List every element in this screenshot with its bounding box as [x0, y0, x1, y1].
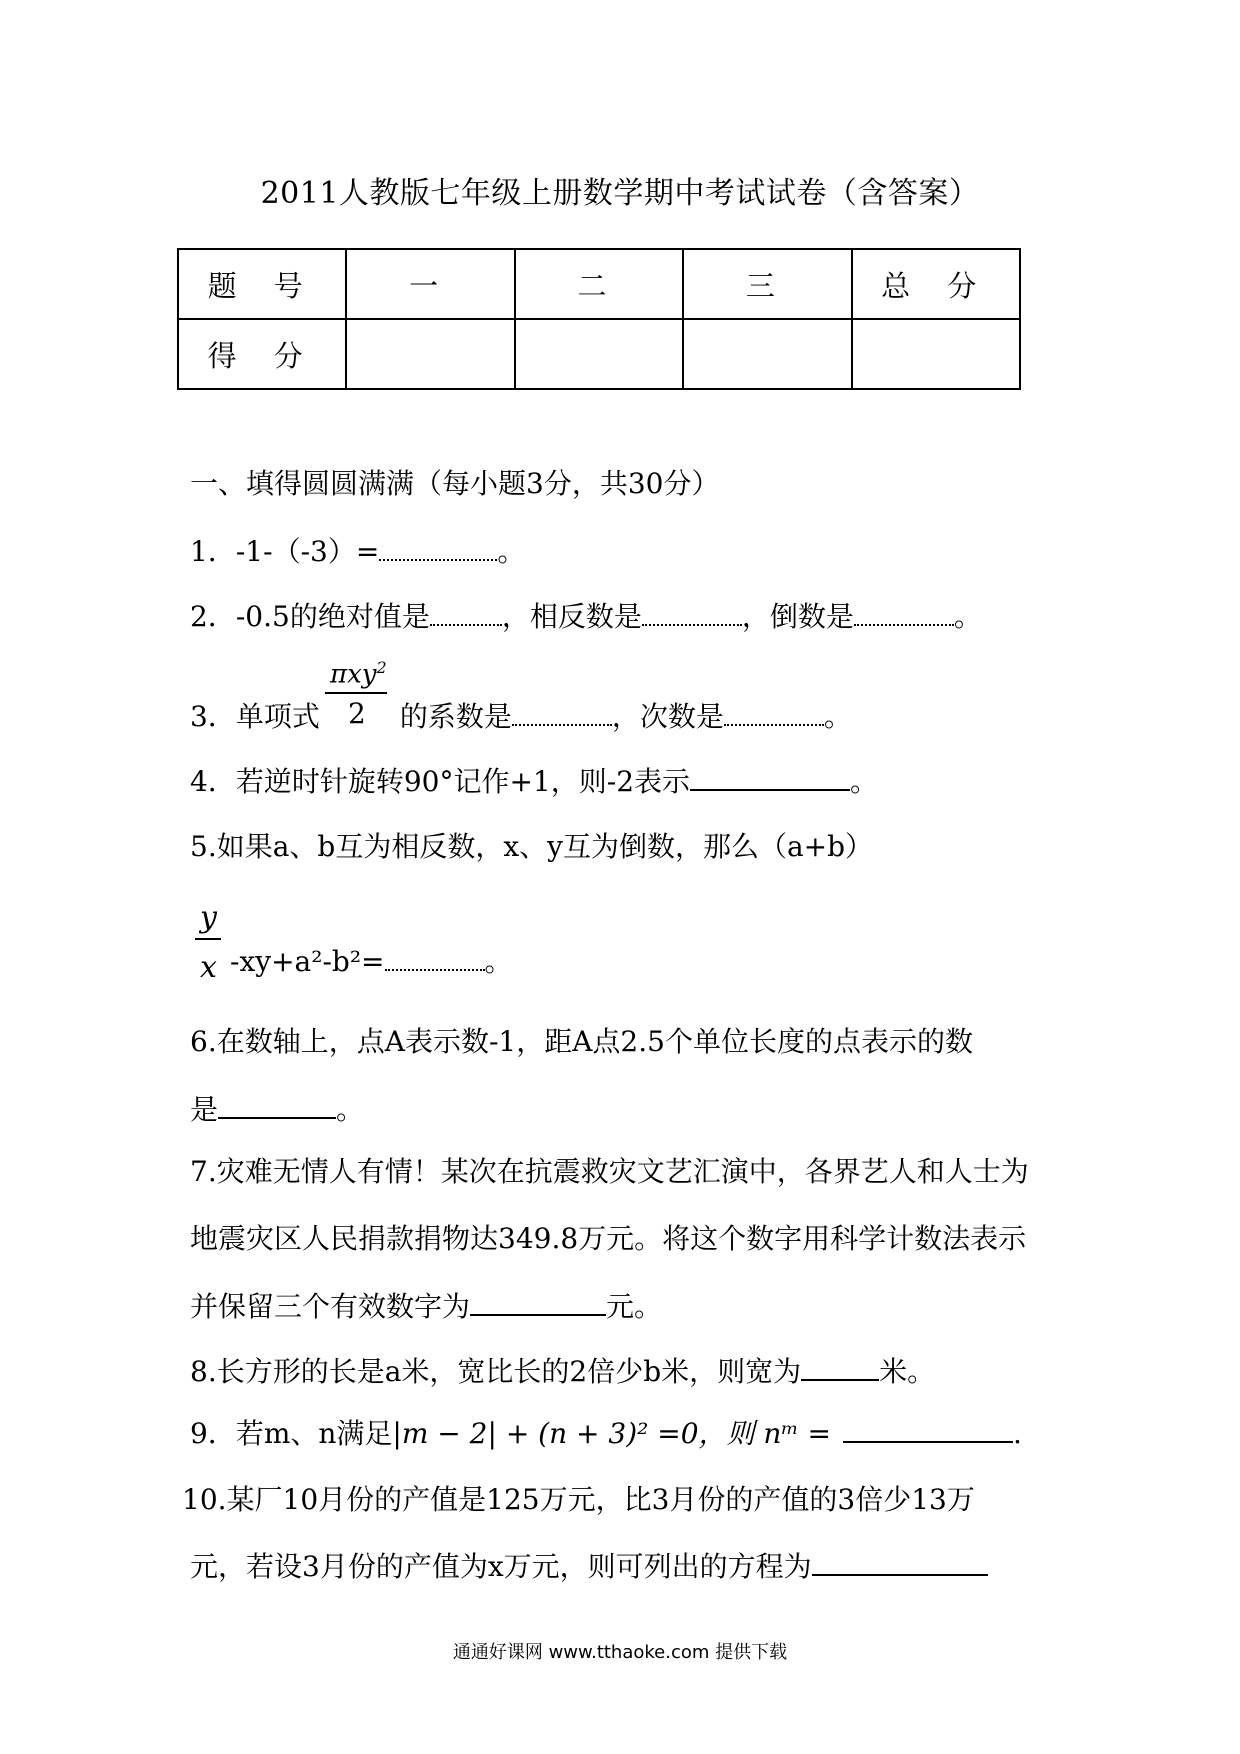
question-number: 3． [190, 700, 236, 733]
question-text: 若逆时针旋转90°记作+1，则-2表示 [235, 765, 691, 798]
question-9 [190, 1412, 1022, 1452]
punct: 。 [497, 535, 526, 568]
score-cell [346, 319, 514, 389]
question-10 [182, 1478, 975, 1518]
question-7-cont: 地震灾区人民捐款捐物达349.8万元。将这个数字用科学计数法表示 [190, 1222, 1027, 1255]
answer-blank [854, 623, 954, 626]
monomial-numerator: πxy$^2$ [330, 658, 387, 690]
question-number: 10. [182, 1483, 227, 1516]
fraction-bar [195, 938, 221, 940]
question-6-cont [190, 1088, 364, 1128]
question-5 [190, 825, 873, 865]
score-header-cell: 三 [683, 249, 851, 319]
score-table [177, 248, 1021, 390]
question-text: 元，若设3月份的产值为x万元，则可列出的方程为 [190, 1550, 812, 1583]
question-5-expression [230, 940, 513, 980]
question-text: 是 [190, 1093, 219, 1126]
punct: 。 [484, 945, 513, 978]
question-number: 4． [190, 765, 236, 798]
question-number: 1． [190, 535, 236, 568]
question-text: 若m、n满足 [235, 1417, 393, 1450]
answer-blank [430, 623, 502, 626]
question-text: ，相反数是 [501, 600, 642, 633]
question-number: 2． [190, 600, 236, 633]
question-8 [190, 1350, 935, 1390]
punct: . [1013, 1417, 1022, 1450]
question-number: 9． [190, 1417, 236, 1450]
score-header-cell: 题 号 [178, 249, 346, 319]
score-header-cell: 二 [515, 249, 683, 319]
score-cell [683, 319, 851, 389]
question-2 [190, 595, 982, 635]
punct: 元。 [606, 1290, 663, 1323]
answer-blank [724, 723, 824, 726]
question-text: ，次数是 [611, 700, 724, 733]
answer-blank [690, 788, 850, 791]
expression-text: -xy+a²-b²= [230, 945, 385, 978]
page-title: 2011人教版七年级上册数学期中考试试卷（含答案） [260, 176, 980, 211]
section-heading: 一、填得圆圆满满（每小题3分，共30分） [190, 467, 720, 500]
answer-blank [801, 1378, 879, 1381]
answer-blank [379, 558, 497, 561]
score-cell [515, 319, 683, 389]
question-7 [190, 1150, 1029, 1190]
question-text: ，倒数是 [741, 600, 854, 633]
score-header-cell: 总 分 [852, 249, 1020, 319]
question-text: -1-（-3）= [235, 535, 380, 568]
question-text: 的系数是 [399, 700, 512, 733]
score-cell [852, 319, 1020, 389]
punct: 。 [850, 765, 879, 798]
question-number: 8. [190, 1355, 217, 1388]
answer-blank [812, 1573, 988, 1576]
question-text: 并保留三个有效数字为 [190, 1290, 471, 1323]
question-text: 如果a、b互为相反数，x、y互为倒数，那么（a+b） [216, 830, 874, 863]
question-text: 灾难无情人有情！某次在抗震救灾文艺汇演中，各界艺人和人士为 [216, 1155, 1029, 1188]
question-text: -0.5的绝对值是 [235, 600, 430, 633]
question-text: 单项式 [235, 700, 320, 733]
score-header-cell: 一 [346, 249, 514, 319]
question-7-cont [190, 1285, 662, 1325]
punct: 。 [823, 700, 852, 733]
question-10-cont [190, 1545, 988, 1585]
punct: 。 [953, 600, 982, 633]
answer-blank [470, 1313, 606, 1316]
question-text: 长方形的长是a米，宽比长的2倍少b米，则宽为 [216, 1355, 802, 1388]
fraction-denominator: x [200, 950, 217, 985]
question-3 [190, 695, 852, 735]
question-6 [190, 1020, 973, 1060]
math-expression: |m − 2| + (n + 3)² =0，则 nᵐ = [392, 1417, 832, 1450]
question-number: 7. [190, 1155, 217, 1188]
fraction-bar [325, 692, 387, 694]
punct: 。 [336, 1093, 365, 1126]
score-table-header-row [178, 249, 1020, 319]
question-text: 在数轴上，点A表示数-1，距A点2.5个单位长度的点表示的数 [216, 1025, 973, 1058]
question-4 [190, 760, 878, 800]
answer-blank [218, 1116, 336, 1119]
footer: 通通好课网 www.tthaoke.com 提供下载 [452, 1642, 788, 1663]
fraction-numerator: y [200, 900, 217, 935]
question-1 [190, 530, 525, 570]
question-number: 6. [190, 1025, 217, 1058]
answer-blank [512, 723, 612, 726]
question-number: 5. [190, 830, 217, 863]
punct: 米。 [879, 1355, 936, 1388]
monomial-denominator: 2 [348, 697, 366, 730]
answer-blank [843, 1440, 1013, 1443]
score-table-score-row [178, 319, 1020, 389]
score-row-label: 得 分 [178, 319, 346, 389]
question-text: 某厂10月份的产值是125万元，比3月份的产值的3倍少13万 [226, 1483, 975, 1516]
answer-blank [642, 623, 742, 626]
answer-blank [385, 968, 485, 971]
